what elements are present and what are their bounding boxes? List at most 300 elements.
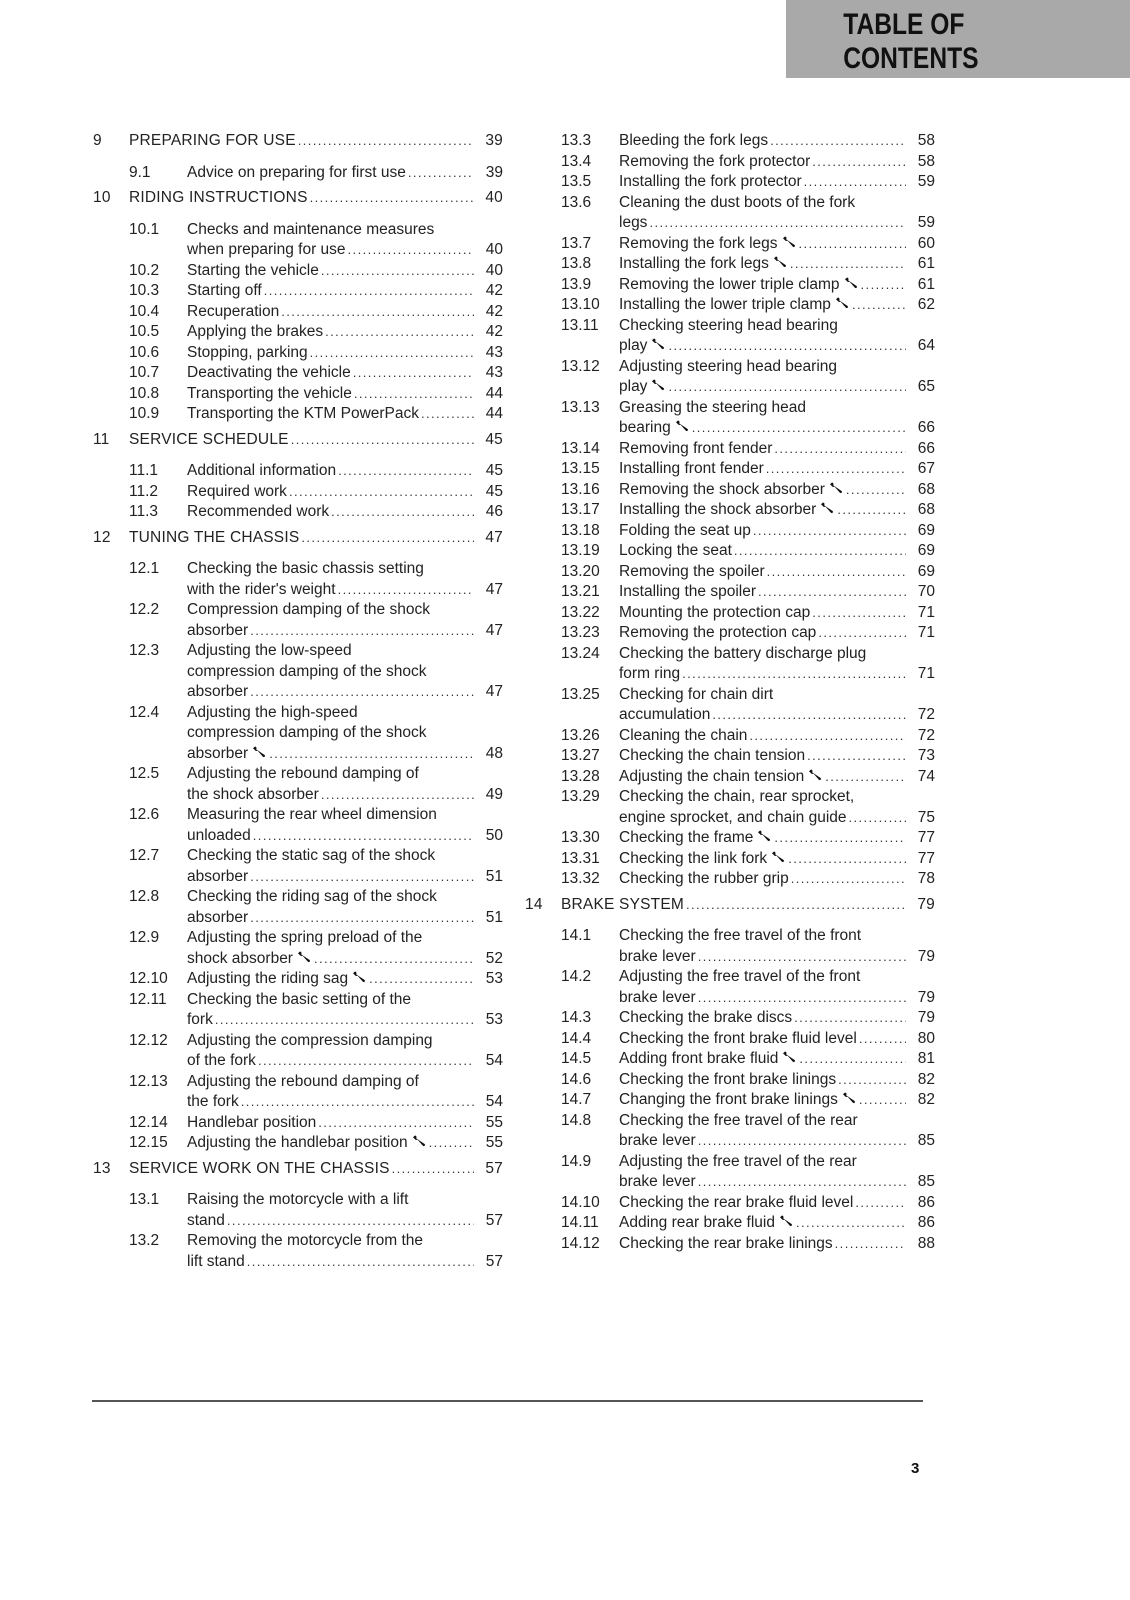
dot-leader	[298, 131, 474, 152]
section-number: 14.1	[561, 927, 592, 944]
dot-leader	[227, 1211, 474, 1232]
dot-leader	[310, 343, 474, 364]
dot-leader	[348, 240, 474, 261]
toc-section-entry[interactable]	[525, 541, 935, 562]
page-reference[interactable]: 51	[485, 908, 503, 926]
page-reference[interactable]: 69	[917, 562, 935, 580]
toc-section-entry[interactable]	[525, 193, 935, 234]
page-reference[interactable]: 58	[917, 132, 935, 149]
section-title-line: of the fork	[187, 1052, 256, 1069]
toc-column-right	[525, 131, 935, 1254]
page-reference[interactable]: 42	[485, 302, 503, 320]
page-reference[interactable]: 86	[917, 1193, 935, 1211]
page-reference[interactable]: 61	[917, 255, 935, 272]
dot-leader	[258, 1051, 474, 1072]
section-title-line: absorber	[187, 621, 249, 639]
toc-column-left	[93, 131, 503, 1272]
toc-section-entry[interactable]	[93, 887, 503, 928]
toc-section-entry[interactable]	[525, 644, 935, 685]
toc-section-entry[interactable]	[525, 1152, 935, 1193]
section-number: 10.4	[129, 302, 160, 320]
page-reference[interactable]: 47	[485, 580, 503, 598]
toc-section-entry[interactable]	[525, 926, 935, 967]
page-reference[interactable]: 57	[485, 1159, 503, 1177]
section-title-line: Removing front fender	[619, 439, 773, 457]
section-number: 13.4	[561, 152, 592, 170]
section-number: 14	[525, 895, 543, 913]
section-title-line: Adjusting the chain tension	[619, 767, 805, 785]
dot-leader	[281, 302, 474, 323]
page-reference[interactable]: 75	[917, 808, 935, 826]
dot-leader	[774, 439, 906, 460]
dot-leader	[354, 384, 474, 405]
page-reference[interactable]: 81	[917, 1050, 935, 1067]
dot-leader	[338, 580, 474, 601]
toc-section-entry[interactable]	[525, 1111, 935, 1152]
dot-leader	[421, 404, 474, 425]
toc-section-entry[interactable]	[525, 1090, 935, 1111]
page-reference[interactable]: 48	[485, 744, 503, 762]
section-title-line: Bleeding the fork legs	[619, 132, 769, 149]
page-reference[interactable]: 77	[917, 829, 935, 846]
page-reference[interactable]: 79	[917, 1009, 935, 1026]
section-number: 9.1	[129, 163, 151, 181]
dot-leader	[804, 172, 906, 193]
toc-section-entry[interactable]	[93, 1072, 503, 1113]
page-reference[interactable]: 86	[917, 1214, 935, 1231]
section-title-line: Removing the shock absorber	[619, 480, 825, 498]
toc-section-entry[interactable]	[525, 685, 935, 726]
toc-section-entry[interactable]	[93, 461, 503, 482]
section-title-line: Stopping, parking	[187, 343, 308, 361]
toc-section-entry[interactable]	[93, 261, 503, 282]
dot-leader	[767, 562, 906, 583]
section-title-line: absorber	[187, 683, 249, 700]
page-reference[interactable]: 47	[485, 528, 503, 546]
toc-section-entry[interactable]	[93, 969, 503, 990]
section-number: 13.11	[561, 316, 599, 334]
page-reference[interactable]: 43	[485, 343, 503, 361]
page-reference[interactable]: 43	[485, 364, 503, 381]
toc-section-entry[interactable]	[93, 1113, 503, 1134]
toc-section-entry[interactable]	[525, 787, 935, 828]
toc-section-entry[interactable]	[525, 234, 935, 255]
toc-section-entry[interactable]	[93, 404, 503, 425]
section-title-line: engine sprocket, and chain guide	[619, 808, 847, 826]
page-reference[interactable]: 53	[485, 1011, 503, 1028]
section-number: 12.4	[129, 703, 160, 721]
section-title-line: Required work	[187, 482, 287, 500]
toc-chapter-entry[interactable]	[93, 1159, 503, 1180]
toc-section-entry[interactable]	[525, 603, 935, 624]
page-reference[interactable]: 69	[917, 521, 935, 539]
wrench-icon	[297, 949, 311, 961]
toc-section-entry[interactable]	[93, 384, 503, 405]
section-title-line: Adding rear brake fluid	[619, 1214, 775, 1231]
toc-section-entry[interactable]	[525, 1029, 935, 1050]
page-reference[interactable]: 82	[917, 1091, 935, 1108]
page-reference[interactable]: 55	[485, 1134, 503, 1151]
dot-leader	[774, 828, 906, 849]
page-reference[interactable]: 54	[485, 1052, 503, 1069]
toc-section-entry[interactable]	[525, 295, 935, 316]
dot-leader	[861, 275, 906, 296]
toc-chapter-entry[interactable]	[93, 430, 503, 451]
section-title-line: BRAKE SYSTEM	[561, 895, 684, 913]
toc-section-entry[interactable]	[525, 500, 935, 521]
toc-section-entry[interactable]	[93, 1190, 503, 1231]
page-reference[interactable]: 46	[485, 503, 503, 520]
page-reference[interactable]: 59	[917, 173, 935, 190]
dot-leader	[770, 131, 906, 152]
section-title-line: Checking the rubber grip	[619, 870, 789, 887]
section-number: 13.31	[561, 849, 600, 867]
section-number: 10	[93, 189, 111, 206]
wrench-icon	[820, 500, 834, 512]
section-title-line: Installing the fork legs	[619, 255, 769, 272]
toc-section-entry[interactable]	[93, 641, 503, 703]
dot-leader	[758, 582, 906, 603]
page-reference[interactable]: 73	[917, 747, 935, 764]
section-number: 10.2	[129, 261, 160, 279]
toc-section-entry[interactable]	[93, 322, 503, 343]
toc-section-entry[interactable]	[525, 316, 935, 357]
toc-section-entry[interactable]	[93, 343, 503, 364]
section-number: 13.9	[561, 275, 592, 293]
toc-section-entry[interactable]	[93, 764, 503, 805]
toc-section-entry[interactable]	[525, 562, 935, 583]
dot-leader	[712, 705, 906, 726]
dot-leader	[241, 1092, 474, 1113]
section-number: 13.25	[561, 685, 600, 703]
toc-section-entry[interactable]	[525, 967, 935, 1008]
toc-section-entry[interactable]	[525, 439, 935, 460]
toc-section-entry[interactable]	[93, 703, 503, 765]
section-title-line: Adjusting the rebound damping of	[187, 1072, 419, 1090]
section-number: 13.23	[561, 624, 600, 641]
dot-leader	[649, 213, 906, 234]
page-reference[interactable]: 51	[485, 867, 503, 885]
toc-section-entry[interactable]	[525, 767, 935, 788]
page-reference[interactable]: 69	[917, 542, 935, 559]
section-title-line: brake lever	[619, 947, 696, 965]
wrench-icon	[782, 234, 796, 246]
page-reference[interactable]: 54	[485, 1093, 503, 1110]
page-reference[interactable]: 42	[485, 323, 503, 340]
toc-section-entry[interactable]	[525, 521, 935, 542]
page-reference[interactable]: 45	[485, 482, 503, 500]
section-number: 12	[93, 528, 111, 546]
wrench-icon	[352, 969, 366, 981]
dot-leader	[698, 988, 906, 1009]
dot-leader	[215, 1010, 474, 1031]
page-reference[interactable]: 79	[917, 895, 935, 913]
section-number: 13.26	[561, 726, 600, 744]
toc-section-entry[interactable]	[93, 600, 503, 641]
dot-leader	[859, 1090, 906, 1111]
dot-leader	[859, 1029, 906, 1050]
wrench-icon	[842, 1090, 856, 1102]
section-number: 13.15	[561, 460, 600, 477]
toc-section-entry[interactable]	[93, 363, 503, 384]
section-title-line: Checking the front brake fluid level	[619, 1029, 857, 1047]
section-number: 13.3	[561, 132, 592, 149]
section-title-line: Adjusting the free travel of the front	[619, 968, 861, 985]
section-title-line: Checking the rear brake linings	[619, 1234, 833, 1252]
toc-section-entry[interactable]	[93, 1133, 503, 1154]
page-reference[interactable]: 85	[917, 1132, 935, 1149]
page-reference[interactable]: 57	[485, 1252, 503, 1270]
section-number: 10.8	[129, 384, 160, 402]
toc-section-entry[interactable]	[525, 398, 935, 439]
page-reference[interactable]: 61	[917, 275, 935, 293]
toc-section-entry[interactable]	[93, 281, 503, 302]
page-reference[interactable]: 78	[917, 870, 935, 887]
section-title-line: Removing the spoiler	[619, 562, 765, 580]
toc-section-entry[interactable]	[525, 1070, 935, 1091]
toc-section-entry[interactable]	[93, 220, 503, 261]
section-number: 13.5	[561, 173, 592, 190]
toc-section-entry[interactable]	[93, 1231, 503, 1272]
section-number: 12.1	[129, 560, 160, 577]
page-reference[interactable]: 40	[485, 189, 503, 206]
section-title-line: Checking the frame	[619, 829, 754, 846]
toc-section-entry[interactable]	[93, 559, 503, 600]
page-number: 3	[911, 1460, 920, 1477]
toc-chapter-entry[interactable]	[93, 131, 503, 152]
toc-section-entry[interactable]	[525, 726, 935, 747]
section-number: 10.7	[129, 364, 160, 381]
section-title-line: the fork	[187, 1093, 239, 1110]
section-title-line: Adjusting the riding sag	[187, 970, 349, 987]
toc-section-entry[interactable]	[525, 1049, 935, 1070]
toc-section-entry[interactable]	[93, 502, 503, 523]
section-title-line: Checking the free travel of the front	[619, 927, 862, 944]
page-reference[interactable]: 55	[485, 1113, 503, 1131]
page-reference[interactable]: 58	[917, 152, 935, 170]
section-number: 14.12	[561, 1234, 600, 1252]
page-reference[interactable]: 82	[917, 1070, 935, 1088]
page-reference[interactable]: 66	[917, 439, 935, 457]
section-title-line: Checking the rear brake fluid level	[619, 1193, 854, 1211]
dot-leader	[852, 295, 906, 316]
page-reference[interactable]: 53	[485, 970, 503, 987]
page-reference[interactable]: 88	[917, 1234, 935, 1252]
page-reference[interactable]: 66	[917, 419, 935, 436]
dot-leader	[392, 1159, 474, 1180]
toc-section-entry[interactable]	[525, 480, 935, 501]
section-number: 14.11	[561, 1214, 599, 1231]
section-title-line: Checking the static sag of the shock	[187, 847, 436, 864]
page-reference[interactable]: 40	[485, 241, 503, 258]
toc-section-entry[interactable]	[525, 869, 935, 890]
section-number: 12.14	[129, 1113, 168, 1131]
section-title-line: Adjusting the compression damping	[187, 1031, 433, 1049]
wrench-icon	[782, 1049, 796, 1061]
wrench-icon	[835, 295, 849, 307]
dot-leader	[692, 418, 906, 439]
section-title-line: Folding the seat up	[619, 521, 751, 539]
page-reference[interactable]: 45	[485, 462, 503, 479]
toc-section-entry[interactable]	[525, 357, 935, 398]
section-title-line: SERVICE SCHEDULE	[129, 430, 289, 448]
page-reference[interactable]: 60	[917, 234, 935, 252]
section-title-line: Raising the motorcycle with a lift	[187, 1191, 409, 1208]
toc-chapter-entry[interactable]	[93, 188, 503, 209]
section-number: 14.3	[561, 1009, 592, 1026]
section-title-line: Checking the riding sag of the shock	[187, 888, 437, 905]
toc-section-entry[interactable]	[525, 1193, 935, 1214]
page-reference[interactable]: 71	[917, 624, 935, 641]
wrench-icon	[252, 744, 266, 756]
toc-section-entry[interactable]	[525, 254, 935, 275]
section-number: 13.27	[561, 747, 600, 764]
page-reference[interactable]: 39	[485, 163, 503, 181]
section-title-line: lift stand	[187, 1252, 245, 1270]
section-number: 14.10	[561, 1193, 600, 1211]
page-reference[interactable]: 64	[917, 337, 935, 354]
page-reference[interactable]: 42	[485, 282, 503, 299]
page-reference[interactable]: 70	[917, 583, 935, 600]
page-reference[interactable]: 45	[485, 430, 503, 448]
section-title-line: Adjusting the high-speed	[187, 703, 358, 721]
page-reference[interactable]: 77	[917, 849, 935, 867]
page-reference[interactable]: 80	[917, 1029, 935, 1047]
section-title-line: Checking for chain dirt	[619, 685, 774, 703]
section-title-line: Checking the link fork	[619, 849, 768, 867]
toc-section-entry[interactable]	[525, 1008, 935, 1029]
dot-leader	[799, 234, 906, 255]
toc-section-entry[interactable]	[525, 1213, 935, 1234]
toc-section-entry[interactable]	[93, 1031, 503, 1072]
dot-leader	[846, 480, 906, 501]
toc-section-entry[interactable]	[525, 746, 935, 767]
section-title-line: compression damping of the shock	[187, 662, 427, 680]
section-number: 13.16	[561, 480, 600, 498]
page-reference[interactable]: 57	[485, 1211, 503, 1229]
page-reference[interactable]: 59	[917, 214, 935, 231]
toc-section-entry[interactable]	[93, 805, 503, 846]
dot-leader	[734, 541, 906, 562]
section-title-line: RIDING INSTRUCTIONS	[129, 189, 308, 206]
section-title-line: when preparing for use	[187, 241, 346, 258]
toc-section-entry[interactable]	[525, 459, 935, 480]
dot-leader	[264, 281, 474, 302]
page-reference[interactable]: 85	[917, 1173, 935, 1190]
section-number: 13.17	[561, 501, 600, 518]
dot-leader	[698, 1172, 906, 1193]
toc-section-entry[interactable]	[525, 582, 935, 603]
section-number: 10.6	[129, 343, 160, 361]
toc-section-entry[interactable]	[93, 302, 503, 323]
section-title-line: Checking steering head bearing	[619, 316, 838, 334]
dot-leader	[291, 430, 474, 451]
toc-section-entry[interactable]	[525, 172, 935, 193]
section-number: 10.5	[129, 323, 160, 340]
page-reference[interactable]: 68	[917, 480, 935, 498]
section-number: 14.7	[561, 1091, 592, 1108]
section-number: 9	[93, 132, 102, 149]
page-reference[interactable]: 74	[917, 767, 935, 785]
toc-section-entry[interactable]	[525, 828, 935, 849]
section-number: 14.5	[561, 1050, 592, 1067]
page-reference[interactable]: 79	[917, 947, 935, 965]
page-reference[interactable]: 47	[485, 621, 503, 639]
page-reference[interactable]: 65	[917, 378, 935, 395]
dot-leader	[799, 1049, 906, 1070]
page-reference[interactable]: 44	[485, 384, 503, 402]
toc-section-entry[interactable]	[93, 928, 503, 969]
section-title-line: Checking the basic setting of the	[187, 990, 412, 1008]
wrench-icon	[779, 1213, 793, 1225]
page-reference[interactable]: 44	[485, 405, 503, 422]
section-title-line: brake lever	[619, 988, 696, 1006]
section-number: 12.3	[129, 642, 160, 659]
toc-section-entry[interactable]	[93, 990, 503, 1031]
section-title-line: Adding front brake fluid	[619, 1050, 779, 1067]
page-reference[interactable]: 47	[485, 683, 503, 700]
page-reference[interactable]: 68	[917, 501, 935, 518]
wrench-icon	[651, 336, 665, 348]
section-number: 13.10	[561, 296, 600, 313]
toc-chapter-entry[interactable]	[525, 895, 935, 916]
page-reference[interactable]: 67	[917, 460, 935, 477]
section-title-line: Recommended work	[187, 503, 330, 520]
toc-chapter-entry[interactable]	[93, 528, 503, 549]
section-title-line: Checking the basic chassis setting	[187, 560, 424, 577]
page-reference[interactable]: 50	[485, 826, 503, 844]
section-number: 10.3	[129, 282, 160, 299]
section-title-line: Checking the chain tension	[619, 747, 806, 764]
toc-section-entry[interactable]	[525, 623, 935, 644]
dot-leader	[668, 377, 906, 398]
toc-section-entry[interactable]	[525, 1234, 935, 1255]
dot-leader	[269, 744, 474, 765]
page-reference[interactable]: 39	[485, 132, 503, 149]
toc-section-entry[interactable]	[525, 275, 935, 296]
page-reference[interactable]: 72	[917, 726, 935, 744]
page-reference[interactable]: 71	[917, 603, 935, 621]
section-title-line: Handlebar position	[187, 1113, 317, 1131]
page-reference[interactable]: 72	[917, 706, 935, 723]
page-reference[interactable]: 71	[917, 665, 935, 682]
page-reference[interactable]: 62	[917, 296, 935, 313]
section-number: 13.28	[561, 767, 600, 785]
page-reference[interactable]: 79	[917, 988, 935, 1006]
page-reference[interactable]: 52	[485, 949, 503, 967]
section-title-line: Adjusting the free travel of the rear	[619, 1152, 857, 1170]
dot-leader	[353, 363, 474, 384]
dot-leader	[837, 500, 906, 521]
dot-leader	[429, 1133, 474, 1154]
dot-leader	[321, 785, 474, 806]
toc-section-entry[interactable]	[93, 482, 503, 503]
dot-leader	[682, 664, 906, 685]
toc-section-entry[interactable]	[525, 152, 935, 173]
toc-section-entry[interactable]	[93, 163, 503, 184]
page-reference[interactable]: 49	[485, 785, 503, 803]
toc-section-entry[interactable]	[525, 849, 935, 870]
section-title-line: unloaded	[187, 826, 251, 844]
toc-section-entry[interactable]	[93, 846, 503, 887]
toc-section-entry[interactable]	[525, 131, 935, 152]
section-title-line: PREPARING FOR USE	[129, 132, 296, 149]
section-title-line: accumulation	[619, 706, 711, 723]
dot-leader	[835, 1234, 906, 1255]
dot-leader	[686, 895, 906, 916]
page-reference[interactable]: 40	[485, 261, 503, 279]
dot-leader	[408, 163, 474, 184]
